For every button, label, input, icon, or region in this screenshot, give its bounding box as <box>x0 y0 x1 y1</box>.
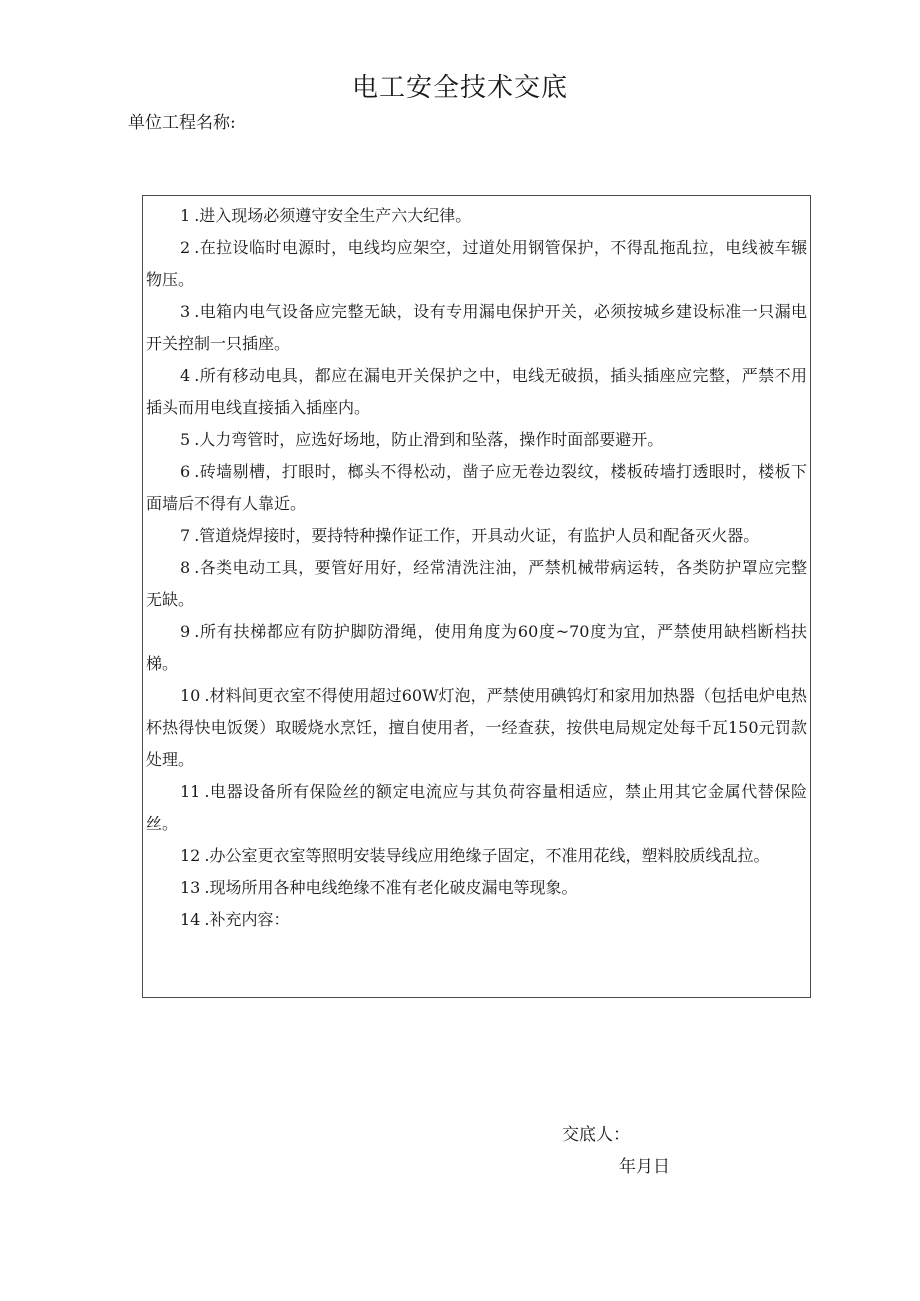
clause-text: .电箱内电气设备应完整无缺，设有专用漏电保护开关，必须按城乡建设标准一只漏电开关控制一只插座。 <box>146 302 807 353</box>
clause-number: 3 <box>180 302 191 321</box>
clause-text: .所有移动电具，都应在漏电开关保护之中，电线无破损，插头插座应完整，严禁不用插头而用电线直接插入插座内。 <box>146 366 807 417</box>
clause-item <box>146 296 807 360</box>
clause-number: 7 <box>180 526 191 545</box>
clause-text: .材料间更衣室不得使用超过60W灯泡，严禁使用碘钨灯和家用加热器（包括电炉电热杯热得快电饭煲）取暖烧水烹饪，擅自使用者，一经查获，按供电局规定处每千瓦150元罚款处理。 <box>146 686 807 769</box>
date-label: 年月日 <box>619 1157 670 1177</box>
clause-text: .人力弯管时，应选好场地，防止滑到和坠落，操作时面部要避开。 <box>194 430 664 449</box>
clause-number: 1 <box>180 206 191 225</box>
clause-item <box>146 200 807 232</box>
clause-text: .电器设备所有保险丝的额定电流应与其负荷容量相适应，禁止用其它金属代替保险丝。 <box>146 782 807 833</box>
clause-text: .进入现场必须遵守安全生产六大纪律。 <box>194 206 472 225</box>
clause-text: .各类电动工具，要管好用好，经常清洗注油，严禁机械带病运转，各类防护罩应完整无缺。 <box>146 558 807 609</box>
clause-item <box>146 776 807 840</box>
clause-text: .补充内容： <box>204 910 290 929</box>
clause-text: .所有扶梯都应有防护脚防滑绳，使用角度为60度~70度为宜，严禁使用缺档断档扶梯。 <box>146 622 807 673</box>
clause-item <box>146 360 807 424</box>
document-title: 电工安全技术交底 <box>351 73 568 103</box>
clause-number: 8 <box>180 558 191 577</box>
clause-number: 13 <box>180 878 201 897</box>
clause-text: .办公室更衣室等照明安装导线应用绝缘子固定，不准用花线，塑料胶质线乱拉。 <box>204 846 770 865</box>
clause-number: 4 <box>180 366 191 385</box>
clause-text: .在拉设临时电源时，电线均应架空，过道处用钢管保护，不得乱拖乱拉，电线被车辗物压。 <box>146 238 807 289</box>
clause-text: .砖墙剔槽，打眼时，榔头不得松动，凿子应无卷边裂纹，楼板砖墙打透眼时，楼板下面墙后不得有人靠近。 <box>146 462 807 513</box>
clause-text: .现场所用各种电线绝缘不准有老化破皮漏电等现象。 <box>204 878 578 897</box>
clause-item <box>146 424 807 456</box>
clause-number: 10 <box>180 686 201 705</box>
clause-number: 14 <box>180 910 201 929</box>
clause-number: 5 <box>180 430 191 449</box>
clause-number: 2 <box>180 238 191 257</box>
clause-item <box>146 872 807 904</box>
clause-item <box>146 456 807 520</box>
clause-number: 9 <box>180 622 191 641</box>
clause-item <box>146 520 807 552</box>
clause-item <box>146 680 807 776</box>
clause-number: 6 <box>180 462 191 481</box>
signer-label: 交底人： <box>562 1125 630 1145</box>
clause-item <box>146 552 807 616</box>
clause-item <box>146 904 807 936</box>
clause-item <box>146 840 807 872</box>
project-name-label: 单位工程名称: <box>128 113 236 133</box>
clause-number: 12 <box>180 846 201 865</box>
disclosure-content-box <box>142 195 811 998</box>
clause-item <box>146 616 807 680</box>
clause-item <box>146 232 807 296</box>
clause-number: 11 <box>180 782 201 801</box>
clause-text: .管道烧焊接时，要持特种操作证工作，开具动火证，有监护人员和配备灭火器。 <box>194 526 760 545</box>
